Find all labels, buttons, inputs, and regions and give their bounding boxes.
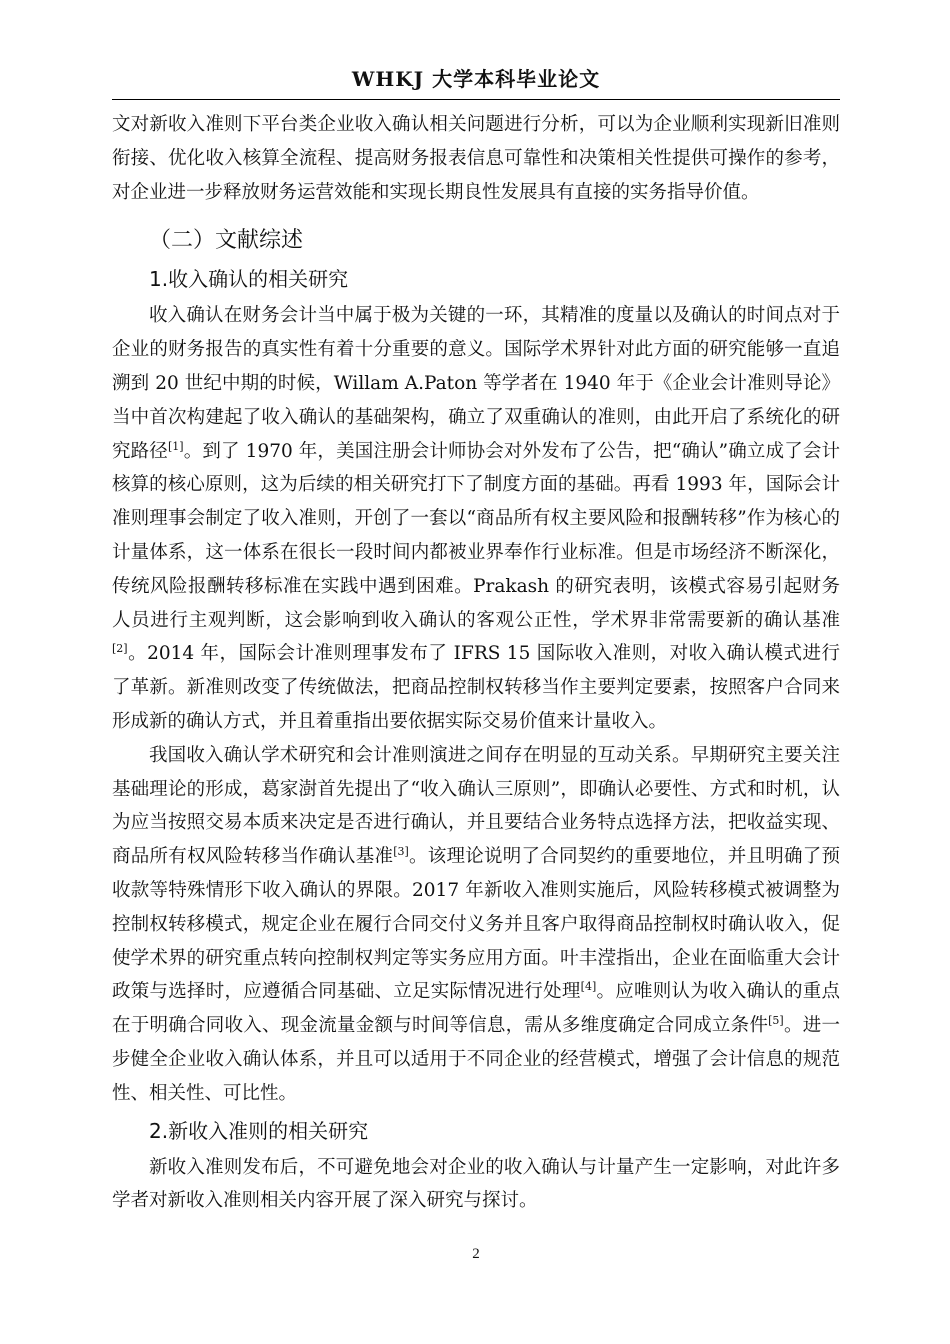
running-header: WHKJ 大学本科毕业论文 [351, 67, 601, 91]
citation-ref: [4] [580, 980, 597, 994]
intro-paragraph: 文对新收入准则下平台类企业收入确认相关问题进行分析，可以为企业顺利实现新旧准则衔接、优化收入核算全流程、提高财务报表信息可靠性和决策相关性提供可操作的参考，对企业进一步释放财务运营效能和实现长期良性发展具有直接的实务指导价值。 [112, 114, 840, 203]
citation-ref: [2] [112, 642, 128, 656]
body-content [112, 108, 840, 1218]
paragraph-domestic-research [112, 739, 840, 1111]
subsection-heading-revenue-recognition: 1.收入确认的相关研究 [149, 267, 349, 292]
text-span: 。到了 1970 年，美国注册会计师协会对外发布了公告，把“确认”确立成了会计核算的核心原则，这为后续的相关研究打下了制度方面的基础。再看 1993 年，国际会计准则理事会制定了收入准则，开创了一套以“商品所有权主要风险和报酬转移”作为核心的计量体系，这一体系在很长一段时间内都被业界奉作行业标准。但是市场经济不断深化，传统风险报酬转移标准在实践中遇到困难。Prakash 的研究表明，该模式容易引起财务人员进行主观判断，这会影响到收入确认的客观公正性，学术界非常需要新的确认基准 [112, 440, 840, 631]
citation-ref: [5] [768, 1014, 784, 1028]
section-heading-literature-review: （二）文献综述 [149, 228, 304, 254]
text-span: 。应唯则认为收入确认的重点在于明确合同收入、现金流量金额与时间等信息，需从多维度确定合同成立条件 [112, 981, 840, 1037]
page-number: 2 [472, 1246, 480, 1262]
paragraph-new-standard-research: 新收入准则发布后，不可避免地会对企业的收入确认与计量产生一定影响，对此许多学者对新收入准则相关内容开展了深入研究与探讨。 [112, 1156, 840, 1212]
citation-ref: [3] [393, 845, 409, 859]
header-rule [112, 99, 840, 100]
text-span: 收入确认在财务会计当中属于极为关键的一环，其精准的度量以及确认的时间点对于企业的财务报告的真实性有着十分重要的意义。国际学术界针对此方面的研究能够一直追溯到 20 世纪中期的时候，Willam A.Paton 等学者在 1940 年于《企业会计准则导论》当中首次构建起了收入确认的基础架构，确立了双重确认的准则，由此开启了系统化的研究路径 [112, 305, 840, 462]
text-span: 。2014 年，国际会计准则理事发布了 IFRS 15 国际收入准则，对收入确认模式进行了革新。新准则改变了传统做法，把商品控制权转移当作主要判定要素，按照客户合同来形成新的确认方式，并且着重指出要依据实际交易价值来计量收入。 [112, 643, 840, 732]
paragraph-international-research [112, 299, 840, 738]
text-span: 。进一步健全企业收入确认体系，并且可以适用于不同企业的经营模式，增强了会计信息的规范性、相关性、可比性。 [112, 1015, 840, 1104]
text-span: 我国收入确认学术研究和会计准则演进之间存在明显的互动关系。早期研究主要关注基础理论的形成，葛家澍首先提出了“收入确认三原则”，即确认必要性、方式和时机，认为应当按照交易本质来决定是否进行确认，并且要结合业务特点选择方法，把收益实现、商品所有权风险转移当作确认基准 [112, 744, 840, 868]
subsection-heading-new-revenue-standard: 2.新收入准则的相关研究 [149, 1118, 369, 1143]
citation-ref: [1] [167, 439, 184, 453]
text-span: 。该理论说明了合同契约的重要地位，并且明确了预收款等特殊情形下收入确认的界限。2017 年新收入准则实施后，风险转移模式被调整为控制权转移模式，规定企业在履行合同交付义务并且客户取得商品控制权时确认收入，促使学术界的研究重点转向控制权判定等实务应用方面。叶丰滢指出，企业在面临重大会计政策与选择时，应遵循合同基础、立足实际情况进行处理 [112, 846, 840, 1003]
